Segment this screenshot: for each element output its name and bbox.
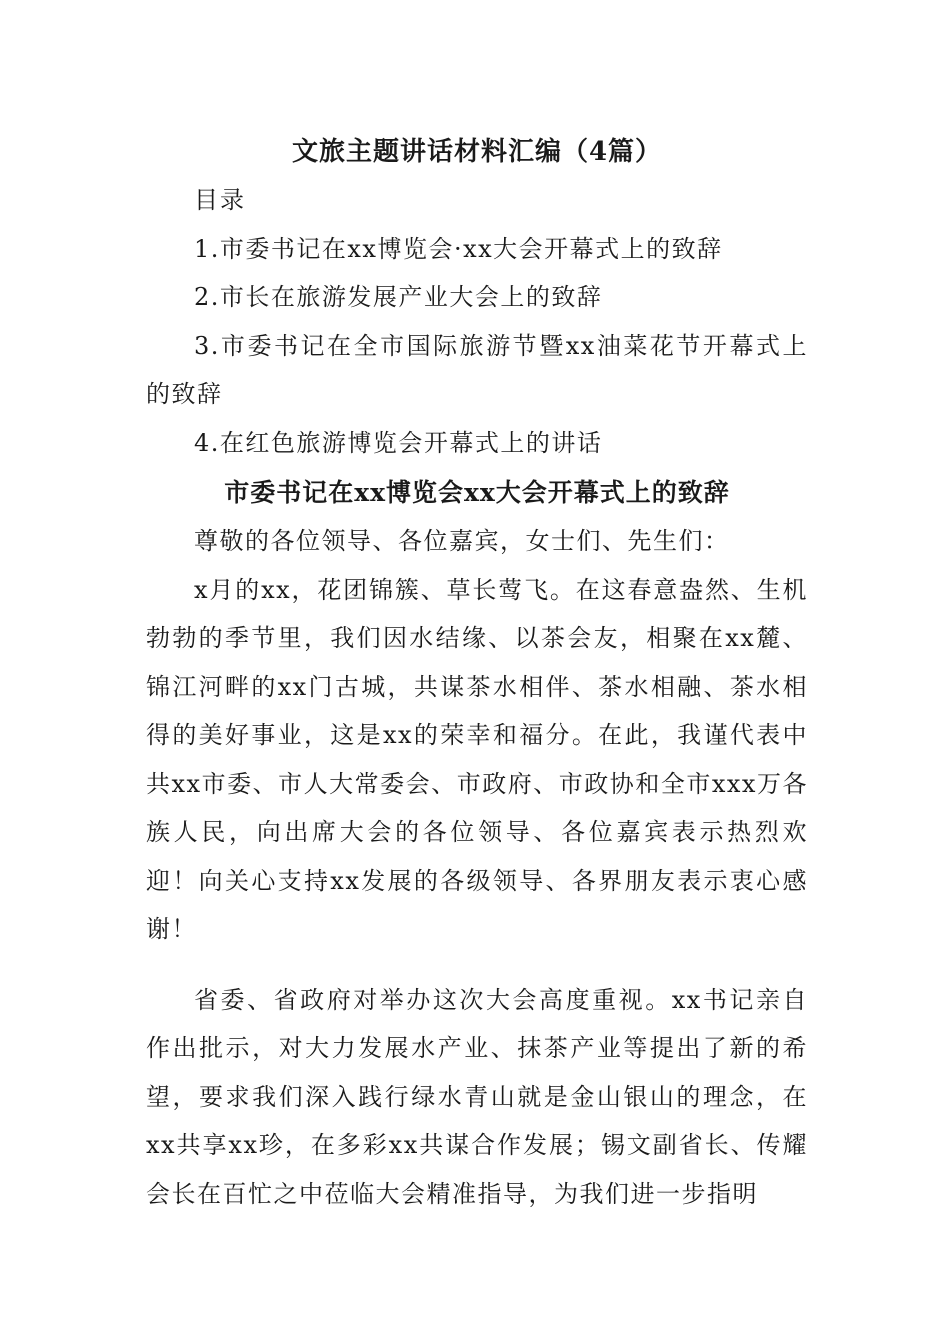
body-paragraph-2: 省委、省政府对举办这次大会高度重视。xx书记亲自作出批示，对大力发展水产业、抹茶产业等提出了新的希望，要求我们深入践行绿水青山就是金山银山的理念，在xx共享xx珍，在多彩xx共谋合作发展；锡文副省长、传耀会长在百忙之中莅临大会精准指导，为我们进一步指明 bbox=[146, 985, 808, 1208]
section-title: 市委书记在xx博览会xx大会开幕式上的致辞 bbox=[224, 478, 730, 507]
document-body bbox=[146, 128, 808, 1218]
toc-item-3: 3.市委书记在全市国际旅游节暨xx油菜花节开幕式上的致辞 bbox=[146, 331, 808, 408]
document-title: 文旅主题讲话材料汇编（4篇） bbox=[291, 137, 663, 167]
salutation: 尊敬的各位领导、各位嘉宾，女士们、先生们： bbox=[194, 527, 730, 555]
toc-item-1: 1.市委书记在xx博览会·xx大会开幕式上的致辞 bbox=[194, 234, 723, 263]
paragraph-spacer bbox=[146, 954, 808, 976]
body-paragraph-1: x月的xx，花团锦簇、草长莺飞。在这春意盎然、生机勃勃的季节里，我们因水结缘、以茶会友，相聚在xx麓、锦江河畔的xx门古城，共谋茶水相伴、茶水相融、茶水相得的美好事业，这是xx的荣幸和福分。在此，我谨代表中共xx市委、市人大常委会、市政府、市政协和全市xxx万各族人民，向出席大会的各位领导、各位嘉宾表示热烈欢迎！向关心支持xx发展的各级领导、各界朋友表示衷心感谢！ bbox=[146, 575, 808, 943]
toc-item-4: 4.在红色旅游博览会开幕式上的讲话 bbox=[194, 428, 603, 457]
toc-heading: 目录 bbox=[194, 186, 246, 214]
toc-item-2: 2.市长在旅游发展产业大会上的致辞 bbox=[194, 283, 603, 311]
